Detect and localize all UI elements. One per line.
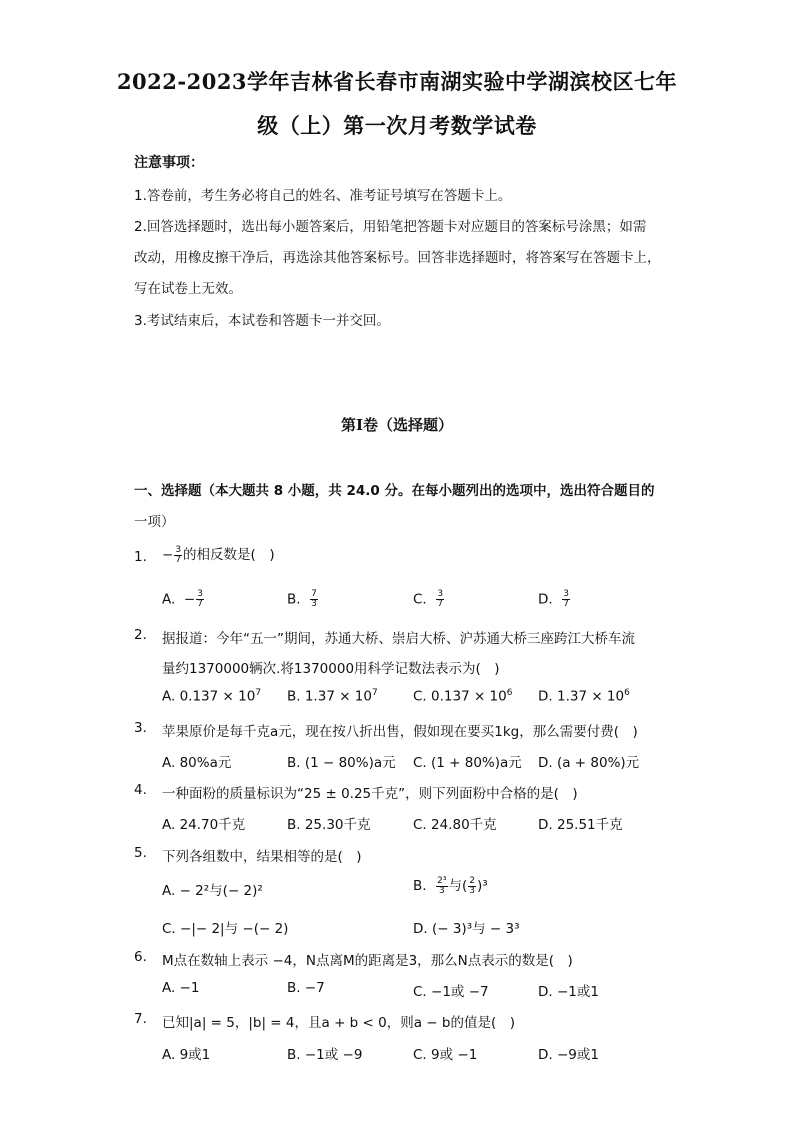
option-c: C. $\frac{3}{7}$ [413,589,444,609]
option-c: C. −|− 2|与 −(− 2) [162,921,289,937]
option-b: B. $\frac{7}{3}$ [287,589,317,609]
note-item-2-line1: 2.回答选择题时，选出每小题答案后，用铅笔把答题卡对应题目的答案标号涂黑；如需 [134,219,647,235]
note-item-2-line2: 改动，用橡皮擦干净后，再选涂其他答案标号。回答非选择题时，将答案写在答题卡上， [134,250,661,266]
math-minus: − [162,547,174,563]
option-d: D. −1或1 [538,984,599,1000]
option-a: A. − $\frac{3}{7}$ [162,589,203,609]
part1-heading-line1: 一、选择题（本大题共 8 小题，共 24.0 分。在每小题列出的选项中，选出符合题目的 [134,483,655,499]
question-number: 4. [134,782,147,798]
section-title: 第I卷（选择题） [340,416,454,434]
option-a: A. 24.70千克 [162,817,246,833]
option-c: C. 24.80千克 [413,817,497,833]
option-a: A. 80%a元 [162,755,232,771]
note-item-1: 1.答卷前，考生务必将自己的姓名、准考证号填写在答题卡上。 [134,188,512,204]
option-b: B. $1.37 \times 10^7$ [287,688,378,705]
question-number: 7. [134,1011,147,1027]
question-number: 3. [134,720,147,736]
question-1-suffix: 的相反数是( ) [183,547,275,563]
option-c: C. −1或 −7 [413,984,489,1000]
option-b: B. −7 [287,980,325,996]
question-1-text [162,543,275,565]
question-4-text: 一种面粉的质量标识为“25 ± 0.25千克”，则下列面粉中合格的是( ) [162,786,578,802]
exam-title-line2: 级（上）第一次月考数学试卷 [257,113,537,138]
option-d: D. $\frac{3}{7}$ [538,589,570,609]
option-d: D. −9或1 [538,1047,599,1063]
question-number: 5. [134,845,147,861]
option-b: B. $\frac{\text{2³}}{3}$ 与( $\frac{2}{3}$ )³ [413,875,488,896]
option-d: D. $1.37 \times 10^6$ [538,688,630,705]
note-item-2-line3: 写在试卷上无效。 [134,281,242,297]
option-c: C. (1 + 80%)a元 [413,755,522,771]
note-item-3: 3.考试结束后，本试卷和答题卡一并交回。 [134,313,390,329]
question-number: 1. [134,549,147,565]
option-b: B. 25.30千克 [287,817,371,833]
question-2-line1: 据报道：今年“五一”期间，苏通大桥、崇启大桥、沪苏通大桥三座跨江大桥车流 [162,631,635,647]
option-b: B. −1或 −9 [287,1047,363,1063]
option-d: D. 25.51千克 [538,817,623,833]
question-3-text: 苹果原价是每千克a元，现在按八折出售，假如现在要买1kg，那么需要付费( ) [162,724,638,740]
option-b: B. (1 − 80%)a元 [287,755,396,771]
question-2-line2: 量约1370000辆次.将1370000用科学记数法表示为( ) [162,661,500,677]
question-5-text: 下列各组数中，结果相等的是( ) [162,849,362,865]
exam-title-line1: 2022-2023学年吉林省长春市南湖实验中学湖滨校区七年 [116,69,678,94]
option-d: D. (a + 80%)元 [538,755,640,771]
fraction: $\frac{3}{7}$ [175,544,182,565]
option-a: A. −1 [162,980,200,996]
question-6-text: M点在数轴上表示 −4，N点离M的距离是3，那么N点表示的数是( ) [162,953,573,969]
option-a: A. 9或1 [162,1047,211,1063]
option-a: A. $0.137 \times 10^7$ [162,688,262,705]
question-7-text: 已知|a| = 5，|b| = 4，且a + b < 0，则a − b的值是( ) [162,1015,515,1031]
option-a: A. − 2²与(− 2)² [162,883,263,899]
option-d: D. (− 3)³与 − 3³ [413,921,520,937]
question-number: 2. [134,627,147,643]
notes-heading: 注意事项： [134,155,204,171]
option-c: C. 9或 −1 [413,1047,478,1063]
part1-heading-line2: 一项） [134,514,175,530]
option-c: C. $0.137 \times 10^6$ [413,688,513,705]
question-number: 6. [134,949,147,965]
